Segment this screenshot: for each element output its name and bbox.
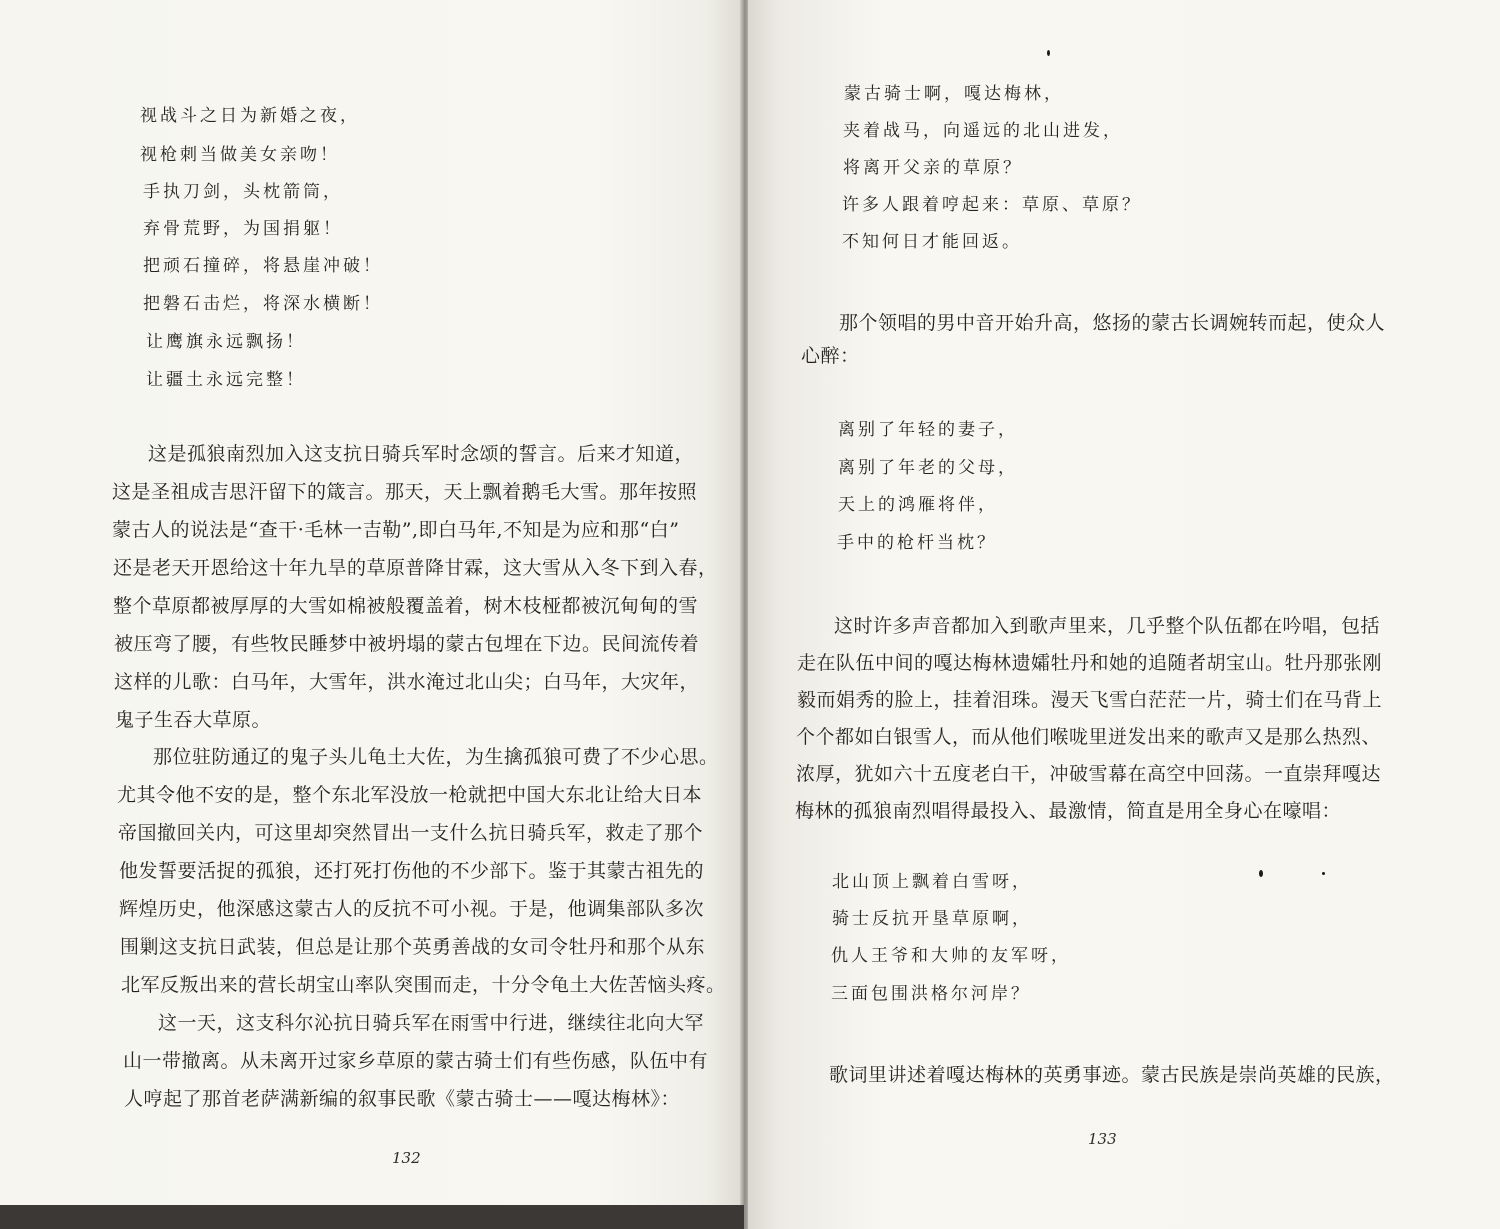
prose-line: 这是圣祖成吉思汗留下的箴言。那天，天上飘着鹅毛大雪。那年按照 — [112, 481, 698, 503]
prose-line: 围剿这支抗日武装，但总是让那个英勇善战的女司令牡丹和那个从东 — [120, 936, 706, 958]
verse-line: 弃骨荒野，为国捐躯！ — [143, 219, 343, 239]
prose-line: 那个领唱的男中音开始升高，悠扬的蒙古长调婉转而起，使众人 — [839, 312, 1386, 334]
verse-line: 离别了年轻的妻子， — [838, 420, 1018, 440]
right-page — [748, 0, 1500, 1229]
ink-speck — [1259, 870, 1263, 877]
page-number: 132 — [392, 1149, 421, 1167]
ink-speck — [1047, 50, 1050, 56]
prose-line: 鬼子生吞大草原。 — [115, 709, 272, 731]
prose-line: 还是老天开恩给这十年九旱的草原普降甘霖，这大雪从入冬下到入春， — [113, 557, 718, 579]
verse-line: 把顽石撞碎，将悬崖冲破！ — [143, 256, 383, 276]
page-edge-shadow — [0, 1205, 744, 1229]
prose-line: 歌词里讲述着嘎达梅林的英勇事迹。蒙古民族是崇尚英雄的民族， — [829, 1064, 1395, 1086]
prose-line: 这一天，这支科尔沁抗日骑兵军在雨雪中行进，继续往北向大罕 — [158, 1012, 705, 1034]
prose-line: 辉煌历史，他深感这蒙古人的反抗不可小视。于是，他调集部队多次 — [119, 898, 705, 920]
verse-line: 三面包围洪格尔河岸？ — [831, 984, 1031, 1004]
verse-line: 让鹰旗永远飘扬！ — [146, 332, 306, 352]
prose-line: 浓厚，犹如六十五度老白干，冲破雪幕在高空中回荡。一直崇拜嘎达 — [796, 763, 1382, 785]
prose-line: 这样的儿歌：白马年，大雪年，洪水淹过北山尖；白马年，大灾年， — [114, 671, 700, 693]
verse-line: 蒙古骑士啊，嘎达梅林， — [844, 84, 1064, 104]
prose-line: 山一带撤离。从未离开过家乡草原的蒙古骑士们有些伤感，队伍中有 — [123, 1050, 709, 1072]
verse-line: 夹着战马，向遥远的北山进发， — [843, 121, 1123, 141]
verse-line: 骑士反抗开垦草原啊， — [832, 909, 1032, 929]
verse-line: 将离开父亲的草原？ — [843, 158, 1023, 178]
verse-line: 北山顶上飘着白雪呀， — [832, 872, 1032, 892]
verse-line: 离别了年老的父母， — [838, 458, 1018, 478]
prose-line: 他发誓要活捉的孤狼，还打死打伤他的不少部下。鉴于其蒙古祖先的 — [119, 860, 705, 882]
left-page — [0, 0, 744, 1212]
verse-line: 视枪刺当做美女亲吻！ — [140, 145, 340, 165]
verse-line: 许多人跟着哼起来：草原、草原？ — [842, 195, 1142, 215]
verse-line: 不知何日才能回返。 — [842, 232, 1022, 252]
prose-line: 整个草原都被厚厚的大雪如棉被般覆盖着，树木枝桠都被沉甸甸的雪 — [113, 595, 699, 617]
prose-line: 梅林的孤狼南烈唱得最投入、最激情，简直是用全身心在嚎唱： — [795, 800, 1342, 822]
prose-line: 蒙古人的说法是“查干·毛林一吉勒”,即白马年,不知是为应和那“白” — [112, 519, 680, 541]
prose-line: 心醉： — [801, 345, 860, 367]
verse-line: 天上的鸿雁将伴， — [838, 495, 998, 515]
verse-line: 视战斗之日为新婚之夜， — [140, 106, 360, 126]
prose-line: 这时许多声音都加入到歌声里来，几乎整个队伍都在吟唱，包括 — [834, 615, 1381, 637]
prose-line: 走在队伍中间的嘎达梅林遗孀牡丹和她的追随者胡宝山。牡丹那张刚 — [797, 652, 1383, 674]
ink-speck — [1322, 872, 1325, 875]
prose-line: 尤其令他不安的是，整个东北军没放一枪就把中国大东北让给大日本 — [117, 784, 703, 806]
prose-line: 毅而娟秀的脸上，挂着泪珠。漫天飞雪白茫茫一片，骑士们在马背上 — [797, 689, 1383, 711]
verse-line: 手执刀剑，头枕箭筒， — [143, 182, 343, 202]
page-number: 133 — [1088, 1130, 1117, 1148]
prose-line: 帝国撤回关内，可这里却突然冒出一支什么抗日骑兵军，救走了那个 — [118, 822, 704, 844]
verse-line: 让疆土永远完整！ — [146, 370, 306, 390]
prose-line: 人哼起了那首老萨满新编的叙事民歌《蒙古骑士——嘎达梅林》： — [124, 1088, 681, 1110]
verse-line: 仇人王爷和大帅的友军呀， — [831, 946, 1071, 966]
verse-line: 把磐石击烂，将深水横断！ — [143, 294, 383, 314]
prose-line: 这是孤狼南烈加入这支抗日骑兵军时念颂的誓言。后来才知道， — [148, 443, 695, 465]
prose-line: 个个都如白银雪人，而从他们喉咙里迸发出来的歌声又是那么热烈、 — [796, 726, 1382, 748]
prose-line: 北军反叛出来的营长胡宝山率队突围而走，十分令龟土大佐苦恼头疼。 — [121, 974, 726, 996]
verse-line: 手中的枪杆当枕？ — [837, 533, 997, 553]
prose-line: 被压弯了腰，有些牧民睡梦中被坍塌的蒙古包埋在下边。民间流传着 — [114, 633, 700, 655]
prose-line: 那位驻防通辽的鬼子头儿龟土大佐，为生擒孤狼可费了不少心思。 — [153, 746, 719, 768]
